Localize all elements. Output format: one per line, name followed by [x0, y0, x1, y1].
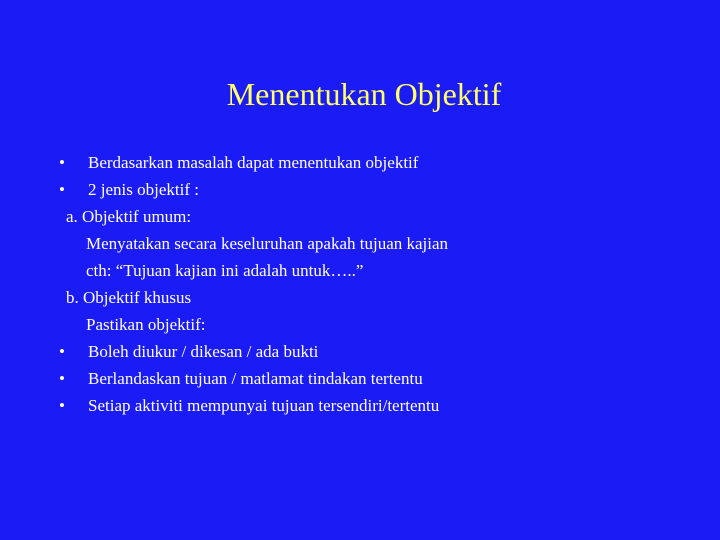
sub-item-text: a. Objektif umum:	[66, 207, 192, 226]
indent-text: Menyatakan secara keseluruhan apakah tujuan kajian	[86, 234, 449, 253]
slide-title: Menentukan Objektif	[226, 76, 502, 112]
indent-text: Pastikan objektif:	[86, 315, 206, 334]
indent-text: cth: “Tujuan kajian ini adalah untuk…..”	[86, 261, 364, 280]
bullet-icon: •	[59, 180, 65, 199]
bullet-text: Berdasarkan masalah dapat menentukan objektif	[88, 153, 419, 172]
bullet-icon: •	[59, 342, 65, 361]
bullet-text: Berlandaskan tujuan / matlamat tindakan tertentu	[88, 369, 423, 388]
bullet-icon: •	[59, 369, 65, 388]
bullet-text: 2 jenis objektif :	[88, 180, 199, 199]
bullet-text: Setiap aktiviti mempunyai tujuan tersendiri/tertentu	[88, 396, 440, 415]
bullet-icon: •	[59, 396, 65, 415]
sub-item-text: b. Objektif khusus	[66, 288, 192, 307]
bullet-icon: •	[59, 153, 65, 172]
bullet-text: Boleh diukur / dikesan / ada bukti	[88, 342, 319, 361]
